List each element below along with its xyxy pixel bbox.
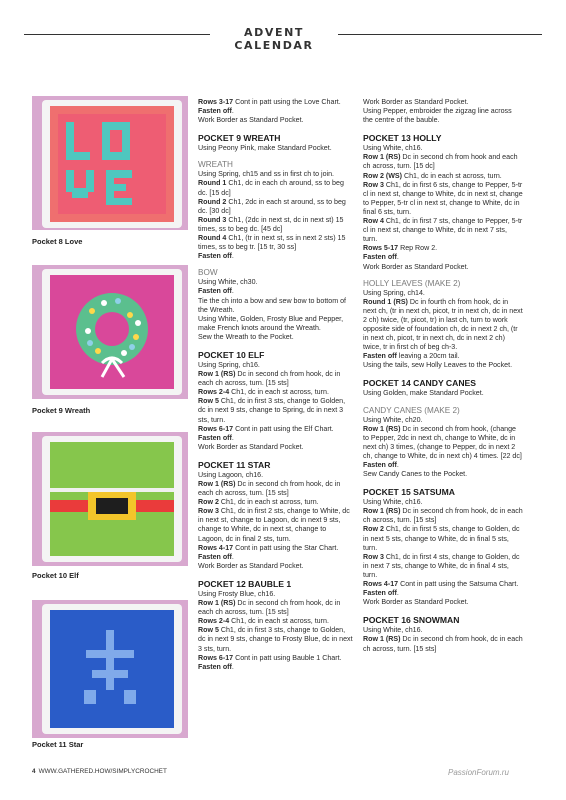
- instruction-text: Dc in second ch from hook, dc in each ch across, turn. [15 sts]: [363, 507, 523, 525]
- instruction-text: Using White, ch16.: [363, 498, 423, 507]
- instruction-text: Ch1, dc in first 5 sts, change to Golden, dc in next 5 sts, change to White, dc in final 5 sts, turn.: [363, 525, 520, 552]
- instruction-step-label: Row 2 (WS): [363, 171, 403, 180]
- instruction-line: [198, 626, 353, 653]
- instruction-text: Using Spring, ch15 and ss in first ch to join.: [198, 170, 335, 179]
- instruction-step-label: Fasten off: [198, 107, 232, 116]
- instruction-line: [198, 471, 353, 480]
- instruction-line: [198, 234, 353, 252]
- instruction-step-label: Row 1 (RS): [363, 424, 401, 433]
- instruction-text: Using Pepper, embroider the zigzag line across the centre of the bauble.: [363, 107, 512, 125]
- instruction-line: [198, 507, 353, 543]
- instruction-line: [363, 553, 523, 580]
- instruction-text: Work Border as Standard Pocket.: [198, 442, 304, 451]
- instruction-step-label: Fasten off: [198, 552, 232, 561]
- pattern-column-1: [198, 98, 353, 672]
- instruction-line: [198, 599, 353, 617]
- pocket-9-wreath-photo: [32, 265, 188, 399]
- instruction-step-label: Fasten off: [198, 433, 232, 442]
- instruction-line: [363, 352, 523, 361]
- instruction-text: .: [231, 552, 234, 561]
- instruction-step-label: Round 3: [198, 215, 227, 224]
- instruction-line: [198, 654, 353, 663]
- instruction-text: Ch1, dc in each st across, turn.: [218, 498, 319, 507]
- instruction-step-label: Rows 6-17: [198, 424, 234, 433]
- instruction-line: [198, 443, 353, 452]
- instruction-line: [363, 626, 523, 635]
- section-heading: POCKET 14 CANDY CANES: [363, 378, 477, 389]
- instruction-text: Ch1, dc in first 4 sts, change to Golden, dc in next 7 sts, change to White, dc in final 4 sts, turn.: [363, 552, 520, 579]
- instruction-text: Work Border as Standard Pocket.: [363, 98, 469, 106]
- instruction-step-label: Row 3: [363, 552, 384, 561]
- instruction-line: [363, 172, 523, 181]
- instruction-line: [198, 116, 353, 125]
- instruction-line: [363, 507, 523, 525]
- section-heading: POCKET 11 STAR: [198, 459, 271, 470]
- instruction-text: Using Lagoon, ch16.: [198, 470, 264, 479]
- instruction-line: [198, 544, 353, 553]
- instruction-line: [363, 253, 523, 262]
- caption-pocket-11: Pocket 11 Star: [32, 740, 84, 749]
- instruction-line: [363, 263, 523, 272]
- instruction-text: Using Golden, make Standard Pocket.: [363, 389, 484, 398]
- instruction-text: Cont in patt using the Love Chart.: [233, 98, 341, 106]
- instruction-text: Ch1, (tr in next st, ss in next 2 sts) 15 times, ss to beg tr. [15 tr, 30 ss]: [198, 234, 346, 252]
- instruction-text: Cont in patt using the Satsuma Chart.: [398, 580, 519, 589]
- subsection-heading: BOW: [198, 268, 218, 278]
- instruction-line: [198, 617, 353, 626]
- instruction-step-label: Fasten off: [363, 461, 397, 469]
- instruction-line: [198, 287, 353, 296]
- instruction-step-label: Row 1 (RS): [198, 480, 236, 488]
- instruction-line: [198, 370, 353, 388]
- instruction-step-label: Row 3: [363, 180, 384, 189]
- subsection-heading: CANDY CANES (MAKE 2): [363, 405, 460, 415]
- instruction-line: [363, 389, 523, 398]
- instruction-line: [363, 498, 523, 507]
- instruction-step-label: Row 4: [363, 217, 384, 226]
- instruction-text: Ch1, dc in first 3 sts, change to Golden, dc in next 9 sts, change to Frosty Blue, dc in next 3 sts, turn.: [198, 626, 353, 653]
- instruction-text: Work Border as Standard Pocket.: [198, 561, 304, 570]
- instruction-text: Using Spring, ch16.: [198, 360, 260, 369]
- instruction-text: Ch1, dc in first 3 sts, change to Golden, dc in next 9 sts, change to Spring, dc in next 3 sts, turn.: [198, 397, 346, 424]
- instruction-line: [363, 144, 523, 153]
- instruction-text: .: [231, 662, 234, 671]
- instruction-step-label: Row 5: [198, 626, 219, 635]
- instruction-line: [363, 217, 523, 244]
- instruction-line: [198, 480, 353, 498]
- instruction-text: Ch1, dc in first 2 sts, change to White, dc in next st, change to Lagoon, dc in next 9 sts, change to White, dc in next st, change to Lagoon, dc in final 2 sts, turn.: [198, 507, 350, 543]
- instruction-line: [363, 107, 523, 125]
- instruction-line: [198, 278, 353, 287]
- instruction-line: [198, 388, 353, 397]
- instruction-text: Ch1, 2dc in each st around, ss to beg dc. [30 dc]: [198, 197, 346, 215]
- instruction-text: Ch1, (2dc in next st, dc in next st) 15 times, ss to beg dc. [45 dc]: [198, 215, 344, 233]
- instruction-text: Using Frosty Blue, ch16.: [198, 589, 276, 598]
- instruction-text: Cont in patt using Bauble 1 Chart.: [233, 653, 342, 662]
- instruction-step-label: Row 2: [198, 498, 219, 507]
- instruction-line: [363, 525, 523, 552]
- pocket-11-star-photo: [32, 600, 188, 738]
- instruction-text: Using White, Golden, Frosty Blue and Pepper, make French knots around the Wreath.: [198, 314, 344, 332]
- instruction-text: .: [396, 461, 399, 469]
- section-heading: POCKET 16 SNOWMAN: [363, 615, 460, 626]
- caption-pocket-10: Pocket 10 Elf: [32, 571, 79, 580]
- instruction-text: Work Border as Standard Pocket.: [363, 262, 469, 271]
- instruction-text: .: [231, 107, 234, 116]
- watermark: PassionForum.ru: [448, 768, 509, 777]
- page-footer: [32, 768, 167, 775]
- instruction-line: [198, 98, 353, 107]
- instruction-step-label: Rows 2-4: [198, 388, 230, 397]
- instruction-line: [363, 98, 523, 107]
- instruction-text: Using White, ch16.: [363, 626, 423, 635]
- caption-pocket-8: Pocket 8 Love: [32, 237, 83, 246]
- instruction-line: [363, 298, 523, 353]
- subsection-heading: WREATH: [198, 160, 233, 170]
- instruction-text: Using White, ch20.: [363, 415, 423, 424]
- instruction-step-label: Row 1 (RS): [198, 599, 236, 608]
- instruction-text: Dc in second ch from hook, dc in each ch across, turn. [15 sts]: [198, 480, 341, 498]
- instruction-text: Ch1, dc in each st across, turn.: [402, 171, 502, 180]
- subsection-heading: HOLLY LEAVES (MAKE 2): [363, 278, 461, 288]
- instruction-text: Ch1, dc in first 7 sts, change to Pepper, 5-tr cl in next st, change to White, dc in next 7 sts, turn.: [363, 217, 523, 244]
- instruction-text: Work Border as Standard Pocket.: [363, 598, 469, 607]
- instruction-text: Cont in patt using the Elf Chart.: [233, 424, 334, 433]
- instruction-text: Rep Row 2.: [398, 244, 438, 253]
- instruction-line: [198, 333, 353, 342]
- caption-pocket-9: Pocket 9 Wreath: [32, 406, 91, 415]
- instruction-line: [198, 107, 353, 116]
- instruction-text: Using the tails, sew Holly Leaves to the Pocket.: [363, 361, 513, 370]
- section-heading: POCKET 12 BAUBLE 1: [198, 578, 292, 589]
- instruction-step-label: Round 1: [198, 179, 227, 188]
- instruction-line: [198, 434, 353, 443]
- instruction-line: [198, 297, 353, 315]
- instruction-step-label: Rows 2-4: [198, 617, 230, 626]
- instruction-line: [363, 181, 523, 217]
- instruction-text: Dc in fourth ch from hook, dc in next ch, (tr in next ch, picot, tr in next ch, dc in next 2 ch) twice, (tr, picot, tr) in last ch, turn to work opposite side of foundation ch, dc in next 2 ch, (tr in next ch, picot, tr in next ch, dc in next 2 ch) twice, tr in first ch of beg ch-3.: [363, 297, 523, 352]
- header-rule-left: [24, 34, 210, 35]
- instruction-step-label: Round 2: [198, 197, 227, 206]
- instruction-line: [363, 580, 523, 589]
- section-heading: POCKET 15 SATSUMA: [363, 487, 455, 498]
- instruction-text: .: [231, 287, 234, 296]
- instruction-text: .: [396, 589, 399, 598]
- instruction-line: [363, 598, 523, 607]
- instruction-text: Using Peony Pink, make Standard Pocket.: [198, 144, 332, 153]
- instruction-text: Ch1, dc in each st across, turn.: [229, 388, 329, 397]
- instruction-step-label: Rows 4-17: [363, 580, 399, 589]
- instruction-line: [363, 289, 523, 298]
- instruction-line: [198, 498, 353, 507]
- instruction-step-label: Round 1 (RS): [363, 297, 408, 306]
- instruction-text: Dc in second ch from hook and each ch across, turn. [15 dc]: [363, 153, 518, 171]
- instruction-line: [198, 553, 353, 562]
- section-heading: POCKET 10 ELF: [198, 349, 265, 360]
- instruction-line: [363, 635, 523, 653]
- header-rule-right: [338, 34, 542, 35]
- pattern-column-2: [363, 98, 523, 654]
- instruction-text: Sew the Wreath to the Pocket.: [198, 332, 294, 341]
- instruction-text: Using White, ch16.: [363, 144, 423, 153]
- instruction-step-label: Row 5: [198, 397, 219, 406]
- instruction-line: [198, 361, 353, 370]
- page-number: 4: [32, 768, 36, 775]
- section-title: ADVENT CALENDAR: [234, 26, 314, 52]
- instruction-step-label: Rows 3-17: [198, 98, 234, 106]
- instruction-text: .: [231, 252, 234, 261]
- instruction-step-label: Fasten off: [198, 662, 232, 671]
- instruction-text: Ch1, dc in each ch around, ss to beg dc. [15 dc]: [198, 179, 344, 197]
- instruction-line: [363, 244, 523, 253]
- instruction-line: [363, 425, 523, 461]
- instruction-line: [363, 416, 523, 425]
- instruction-step-label: Row 1 (RS): [363, 153, 401, 162]
- section-heading: POCKET 9 WREATH: [198, 133, 281, 144]
- instruction-line: [363, 470, 523, 479]
- instruction-step-label: Rows 4-17: [198, 543, 234, 552]
- instruction-step-label: Rows 5-17: [363, 244, 399, 253]
- section-heading: POCKET 13 HOLLY: [363, 133, 442, 144]
- instruction-line: [363, 589, 523, 598]
- instruction-text: Work Border as Standard Pocket.: [198, 116, 304, 125]
- instruction-text: Sew Candy Canes to the Pocket.: [363, 470, 468, 479]
- instruction-text: leaving a 20cm tail.: [396, 352, 460, 361]
- instruction-step-label: Fasten off: [198, 287, 232, 296]
- instruction-step-label: Row 1 (RS): [198, 370, 236, 379]
- instruction-text: Ch1, dc in each st across, turn.: [229, 617, 329, 626]
- instruction-step-label: Row 2: [363, 525, 384, 534]
- instruction-text: Dc in second ch from hook, dc in each ch across, turn. [15 sts]: [198, 370, 341, 388]
- instruction-text: Dc in second ch from hook, dc in each ch across, turn. [15 sts]: [198, 599, 341, 617]
- instruction-step-label: Fasten off: [198, 252, 232, 261]
- instruction-text: Cont in patt using the Star Chart.: [233, 543, 339, 552]
- instruction-line: [198, 562, 353, 571]
- instruction-text: Dc in second ch from hook, (change to Pepper, 2dc in next ch, change to White, dc in next ch) 3 times, (change to Pepper, dc in next 2 ch, change to White, dc in next ch) 4 times. [22 dc]: [363, 424, 522, 460]
- website-url[interactable]: WWW.GATHERED.HOW/SIMPLYCROCHET: [38, 768, 167, 775]
- instruction-line: [198, 663, 353, 672]
- instruction-step-label: Round 4: [198, 234, 227, 243]
- instruction-step-label: Rows 6-17: [198, 653, 234, 662]
- instruction-line: [198, 144, 353, 153]
- pocket-10-elf-photo: [32, 432, 188, 566]
- instruction-line: [198, 252, 353, 261]
- instruction-step-label: Row 1 (RS): [363, 635, 401, 644]
- instruction-line: [198, 315, 353, 333]
- running-header: [0, 26, 566, 52]
- instruction-line: [198, 216, 353, 234]
- instruction-text: Using Spring, ch14.: [363, 288, 425, 297]
- instruction-step-label: Row 1 (RS): [363, 507, 401, 516]
- instruction-text: .: [231, 433, 234, 442]
- instruction-step-label: Fasten off: [363, 352, 397, 361]
- instruction-line: [198, 397, 353, 424]
- instruction-line: [198, 179, 353, 197]
- instruction-text: Using White, ch30.: [198, 278, 258, 287]
- instruction-step-label: Row 3: [198, 507, 219, 516]
- instruction-line: [198, 425, 353, 434]
- instruction-text: .: [396, 253, 399, 262]
- instruction-line: [363, 461, 523, 470]
- instruction-step-label: Fasten off: [363, 589, 397, 598]
- instruction-line: [363, 361, 523, 370]
- pocket-8-love-photo: [32, 96, 188, 230]
- instruction-text: Tie the ch into a bow and sew bow to bottom of the Wreath.: [198, 296, 347, 314]
- instruction-line: [198, 198, 353, 216]
- instruction-line: [363, 153, 523, 171]
- instruction-line: [198, 590, 353, 599]
- instruction-text: Ch1, dc in first 6 sts, change to Pepper, 5-tr cl in next st, change to White, dc in next st, change to Pepper, 5-tr cl in next st, change to White, dc in final 6 sts, turn.: [363, 180, 523, 216]
- instruction-line: [198, 170, 353, 179]
- instruction-step-label: Fasten off: [363, 253, 397, 262]
- instruction-text: Dc in second ch from hook, dc in each ch across, turn. [15 sts]: [363, 635, 523, 653]
